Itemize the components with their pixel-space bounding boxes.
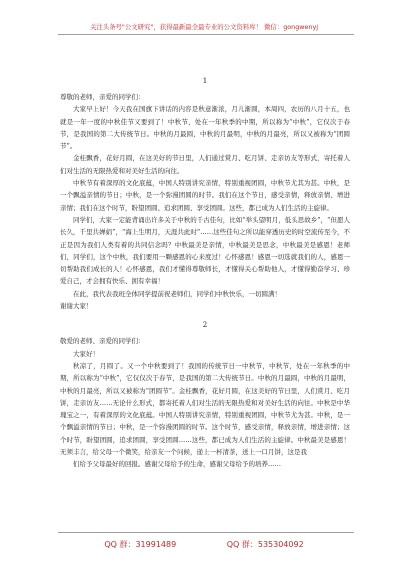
speech-1-salutation: 尊敬的老师，亲爱的同学们： <box>60 93 145 101</box>
speech-1-closing: 谢谢大家！ <box>60 302 93 311</box>
footer-qq-group-2: QQ 群：535304092 <box>226 540 304 549</box>
footer-qq-group-1: QQ 群：31991489 <box>104 540 177 549</box>
footer <box>0 539 408 550</box>
header-banner: 关注头条号"公文研究"，获得最新最全最专业的公文资料库！ 微信：gongwenyj <box>89 23 319 31</box>
speech-2-greeting: 大家好！ <box>73 349 99 358</box>
speech-1-paragraph: 金桂飘香，花好月圆，在这美好的节日里，人们通过赏月、吃月饼、走亲访友等形式，寄托着人们对生活的无限热爱和对美好生活的向往。 <box>60 154 350 175</box>
speech-2-paragraph: 们给予父母最好的回报。感谢父母给予的生命，感谢父母给予的培养…… <box>73 460 281 469</box>
speech-2-paragraph: 秋凉了，月圆了。又一个中秋要到了！我国的传统节日一中秋节，中秋节，处在一年秋季的中期，所以称为“中秋”，它仅仅次于春节，是我国的第二大传统节日。中秋的月最圆，中秋的月最明，中秋的月最亮，所以又被称为“团圆节”。金桂飘香，花好月圆，在这美好的节日里，人们赏月、吃月饼，走亲访友……无论什么形式，都寄托着人们对生活的无限热爱和对美好生活的向往。中秋是中华瑰宝之一，有着深厚的文化底蕴。中国人特别讲究亲情，特别重视团圆，中秋节尤为甚。中秋，是一个飘溢亲情的节日；中秋，是一个弥漫团圆的时节。这个时节，感受亲情，释放亲情，增进亲情；这个时节，盼望团圆，追求团圆，享受团圆……这些，都已成为人们生活的主旋律。中秋最美是感恩！无须丰言，给父母一个微笑，给亲友一个问候，递上一杯清茶，送上一口月饼，这是我 <box>60 361 350 457</box>
footer-rule <box>58 532 354 533</box>
speech-1-paragraph: 在此，我代表我班全体同学提前祝老师们，同学们中秋快乐，一切圆满！ <box>73 289 281 298</box>
speech-2-number: 2 <box>202 321 208 330</box>
speech-1-number: 1 <box>202 77 208 85</box>
speech-1-paragraph: 中秋节有着深厚的文化底蕴，中国人特别讲究亲情，特别重视团圆，中秋节尤其为甚。中秋，是一个飘溢亲情的节日；中秋，是一个弥漫团圆的时节。我们在这个节日，感受亲情，释放亲情、增进亲情；我们在这个时节，盼望团圆、追求团圆、享受团圆。这些，都已成为人们生活的主旋律。 <box>60 179 350 212</box>
speech-1-paragraph: 同学们，大家一定能背诵出许多关于中秋的千古佳句，比如“举头望明月，低头思故乡”，“但愿人长久，千里共婵娟”，“海上生明月，天涯共此时”……这些佳句之所以能穿透历史的时空流传至今，不正是因为我们人类有着的共同信念吗？中秋最美是亲情，中秋最美是思念，中秋最美是感恩！老师们，同学们，这个中秋，我们要用一颗感恩的心来度过！心怀感恩！感恩一切选就我们的人，感恩一切帮助我们成长的人！心怀感恩，我们才懂得尊敬师长，才懂得关心帮助他人，才懂得勤奋学习、珍爱自己，才会拥有快乐、拥有幸福！ <box>60 215 350 286</box>
speech-2-salutation: 敬爱的老师、亲爱的同学们： <box>60 337 145 346</box>
header-rule <box>58 34 354 35</box>
speech-1-paragraph: 大家早上好！今天我在国旗下讲话的内容是秋意渐浓，月儿渐圆，本周四，农历的八月十五，也就是一年一度的中秋佳节又要到了！中秋节，处在一年秋季的中期，所以称为“中秋”，它仅次于春节，是我国的第二大传统节日。中秋的月最圆，中秋的月最明，中秋的月最亮，所以又被称为“团圆节”。 <box>60 105 350 151</box>
document-body <box>60 72 350 471</box>
